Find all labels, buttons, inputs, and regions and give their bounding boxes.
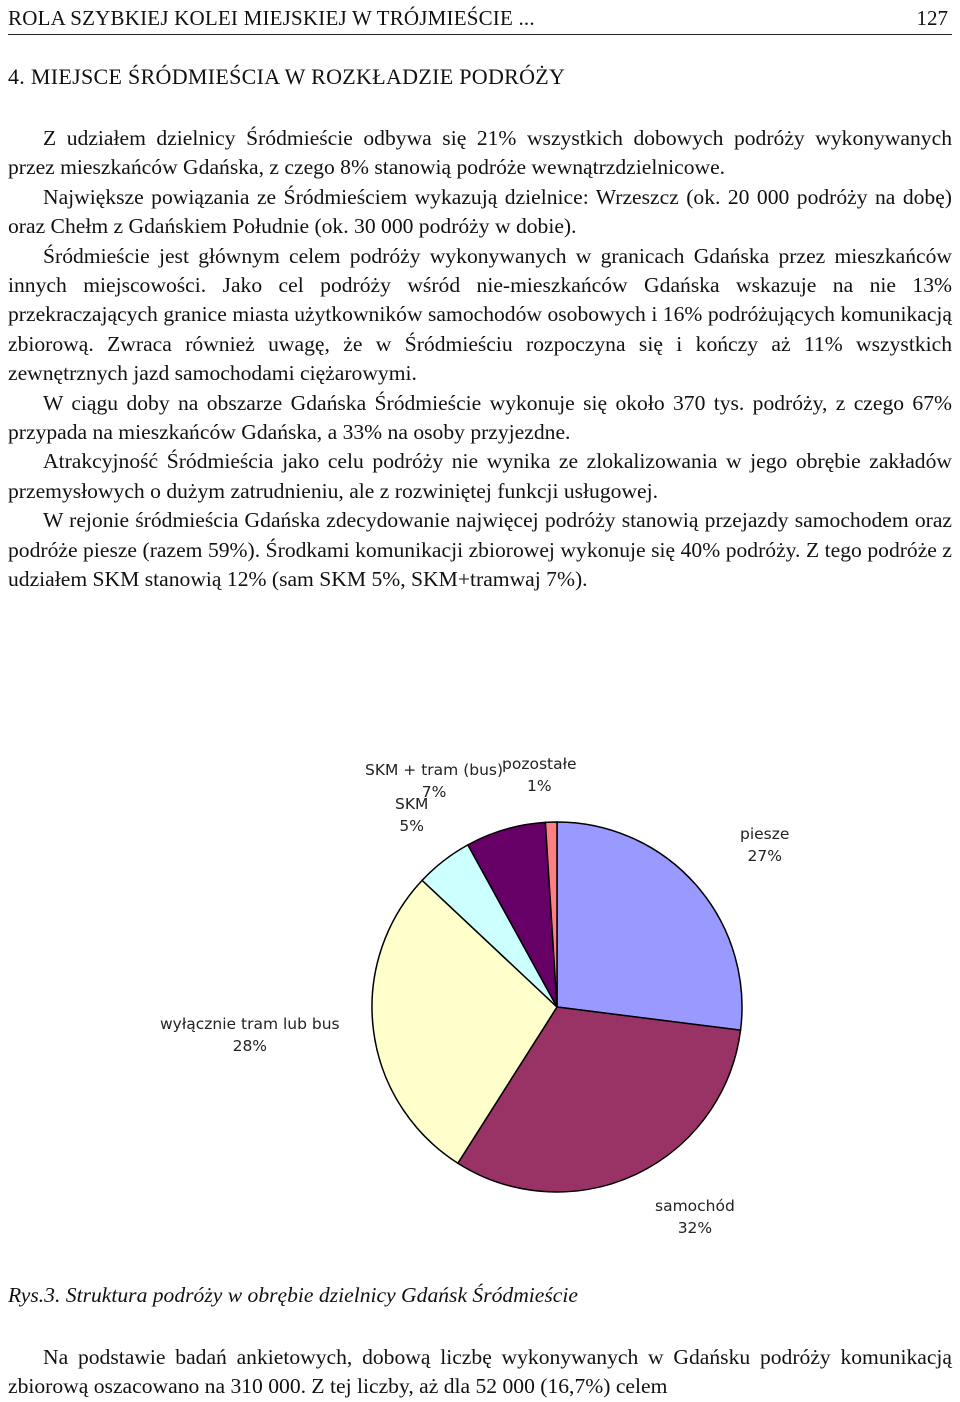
pie-label-name: SKM + tram (bus) bbox=[365, 761, 504, 779]
pie-label-4 bbox=[365, 759, 503, 803]
pie-label-0 bbox=[740, 823, 789, 867]
pie-label-value: 28% bbox=[232, 1037, 268, 1055]
pie-label-1 bbox=[655, 1195, 735, 1239]
pie-label-value: 1% bbox=[526, 777, 552, 795]
pie-label-value: 7% bbox=[421, 783, 447, 801]
paragraph-4: W ciągu doby na obszarze Gdańska Śródmieście wykonuje się około 370 tys. podróży, z czego 67% przypada na mieszkańców Gdańska, a 33% na osoby przyjezdne. bbox=[8, 390, 952, 445]
bottom-text bbox=[8, 1343, 952, 1402]
running-header bbox=[8, 4, 952, 35]
pie-label-value: 5% bbox=[399, 817, 424, 835]
pie-chart bbox=[150, 745, 810, 1245]
pie-label-2 bbox=[160, 1013, 340, 1057]
paragraph-1: Z udziałem dzielnicy Śródmieście odbywa się 21% wszystkich dobowych podróży wykonywanych przez mieszkańców Gdańska, z czego 8% stanowią podróże wewnątrzdzielnicowe. bbox=[8, 126, 952, 180]
figure-caption bbox=[8, 1283, 578, 1308]
pie-label-name: SKM bbox=[395, 795, 429, 813]
paragraph-5: Atrakcyjność Śródmieścia jako celu podróży nie wynika ze zlokalizowania w jego obrębie zakładów przemysłowych o dużym zatrudnieniu, ale z rozwiniętej funkcji usługowej. bbox=[8, 449, 952, 503]
pie-label-name: samochód bbox=[655, 1197, 735, 1215]
pie-label-name: piesze bbox=[740, 825, 790, 843]
pie-label-value: 27% bbox=[747, 847, 782, 865]
running-title: ROLA SZYBKIEJ KOLEI MIEJSKIEJ W TRÓJMIEŚCIE ... bbox=[8, 6, 535, 30]
pie-label-value: 32% bbox=[677, 1219, 713, 1237]
pie-chart-svg bbox=[150, 745, 810, 1245]
pie-label-5 bbox=[502, 753, 577, 797]
figure-caption-text: Struktura podróży w obrębie dzielnicy Gdańsk Śródmieście bbox=[60, 1283, 578, 1307]
paragraph-2: Największe powiązania ze Śródmieściem wykazują dzielnice: Wrzeszcz (ok. 20 000 podróży na dobę) oraz Chełm z Gdańskiem Południe (ok. 30 000 podróży w dobie). bbox=[8, 184, 952, 239]
pie-label-name: wyłącznie tram lub bus bbox=[160, 1015, 340, 1033]
section-title: 4. MIEJSCE ŚRÓDMIEŚCIA W ROZKŁADZIE PODRÓŻY bbox=[8, 64, 566, 89]
paragraph-3: Śródmieście jest głównym celem podróży wykonywanych w granicach Gdańska przez mieszkańców innych miejscowości. Jako cel podróży wśród nie-mieszkańców Gdańska wskazuje na nie 13% przekraczających granice miasta użytkowników samochodów osobowych i 16% podróżujących komunikacją zbiorową. Zwraca również uwagę, że w Śródmieściu rozpoczyna się i kończy aż 11% wszystkich zewnętrznych jazd samochodami ciężarowymi. bbox=[8, 243, 952, 386]
pie-label-name: pozostałe bbox=[502, 755, 577, 773]
pie-slice-piesze bbox=[557, 822, 742, 1030]
figure-caption-prefix: Rys.3. bbox=[8, 1283, 61, 1307]
body-text bbox=[8, 124, 952, 595]
paragraph-6: W rejonie śródmieścia Gdańska zdecydowanie najwięcej podróży stanowią przejazdy samochodem oraz podróże piesze (razem 59%). Środkami komunikacji zbiorowej wykonuje się 40% podróży. Z tego podróże z udziałem SKM stanowią 12% (sam SKM 5%, SKM+tramwaj 7%). bbox=[8, 508, 952, 592]
page-number: 127 bbox=[916, 6, 948, 30]
paragraph-7: Na podstawie badań ankietowych, dobową liczbę wykonywanych w Gdańsku podróży komunikacją zbiorową oszacowano na 310 000. Z tej liczby, aż dla 52 000 (16,7%) celem bbox=[8, 1345, 952, 1399]
